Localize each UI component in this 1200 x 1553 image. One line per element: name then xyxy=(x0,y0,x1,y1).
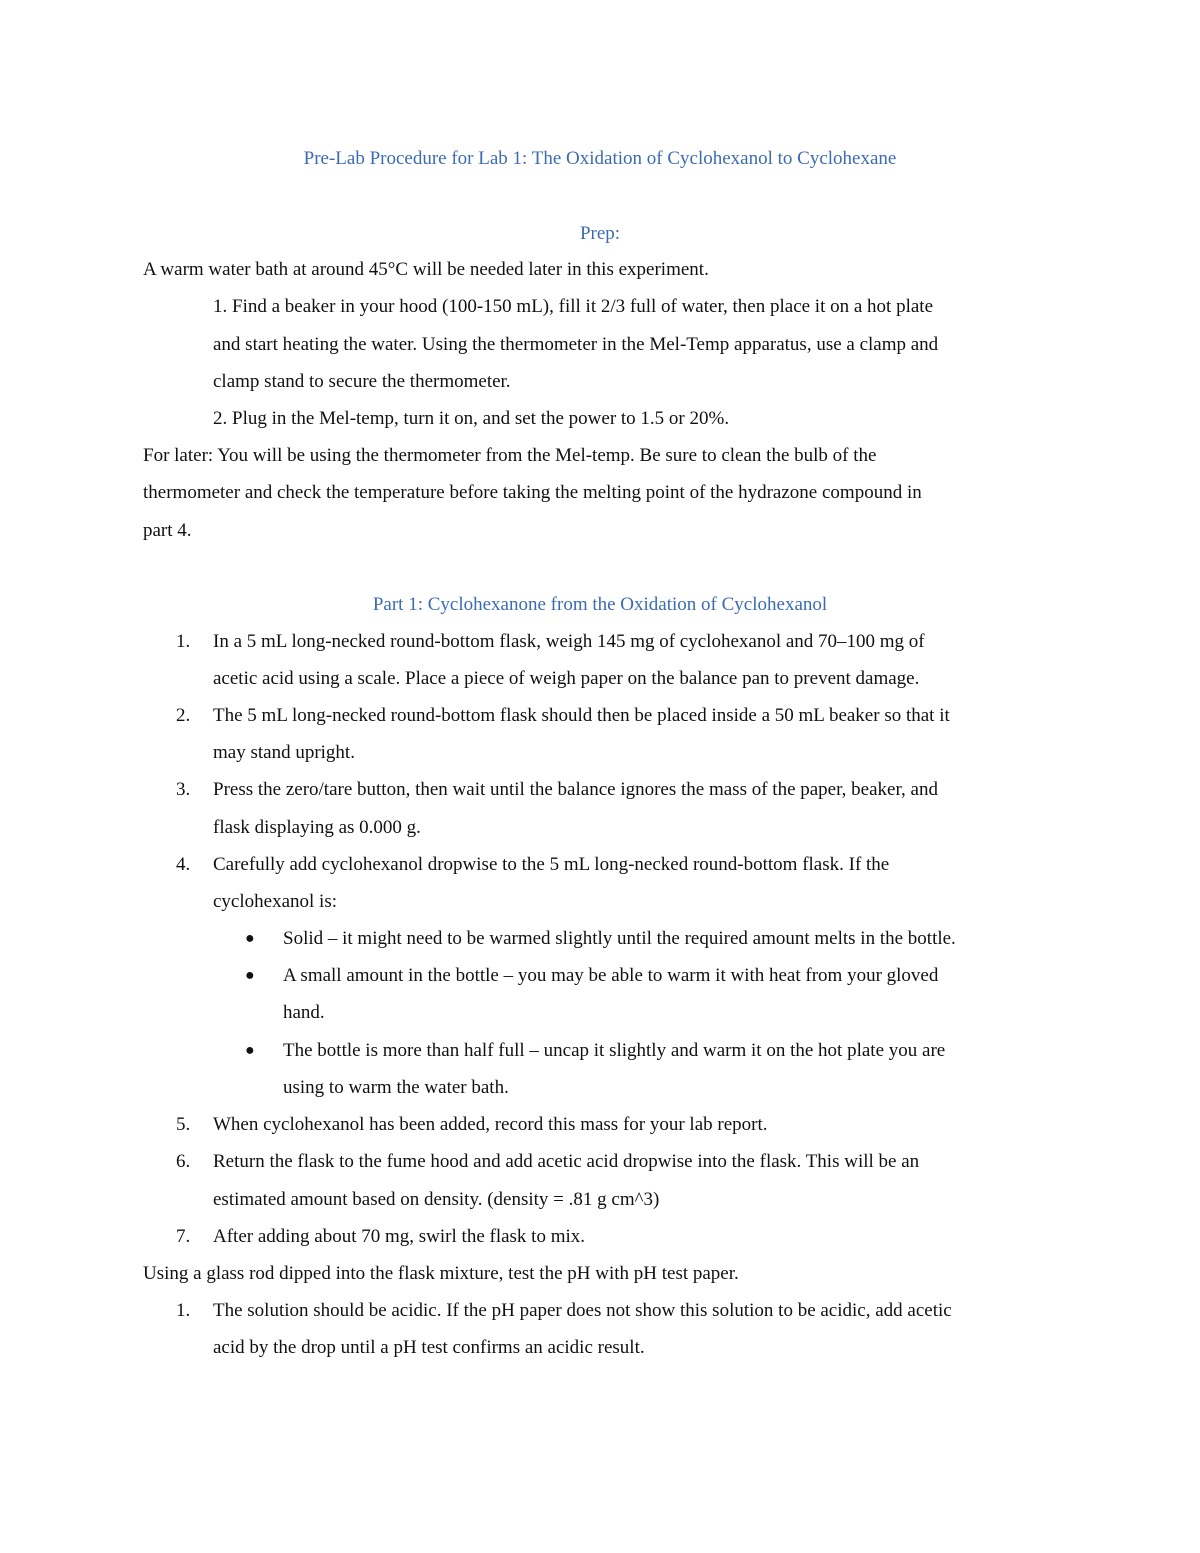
step-5-line1: When cyclohexanol has been added, record this mass for your lab report. xyxy=(213,1114,768,1135)
step-6-line1: Return the flask to the fume hood and add acetic acid dropwise into the flask. This will be an xyxy=(213,1151,920,1172)
bullet-1-line1: Solid – it might need to be warmed slightly until the required amount melts in the bottle. xyxy=(283,928,956,949)
ph-step-1-line1: The solution should be acidic. If the pH paper does not show this solution to be acidic, add acetic xyxy=(213,1300,952,1321)
bullet-icon: ● xyxy=(245,930,255,947)
step-7-line1: After adding about 70 mg, swirl the flask to mix. xyxy=(213,1226,586,1247)
bullet-2-line1: A small amount in the bottle – you may be able to warm it with heat from your gloved xyxy=(283,965,939,986)
ph-intro: Using a glass rod dipped into the flask mixture, test the pH with pH test paper. xyxy=(143,1263,739,1284)
prep-step1-line1: 1. Find a beaker in your hood (100-150 mL), fill it 2/3 full of water, then place it on a hot plate xyxy=(213,296,934,317)
bullet-icon: ● xyxy=(245,967,255,984)
step-6-line2: estimated amount based on density. (density = .81 g cm^3) xyxy=(213,1189,660,1210)
step-2-line1: The 5 mL long-necked round-bottom flask should then be placed inside a 50 mL beaker so that it xyxy=(213,705,950,726)
step-1-line1: In a 5 mL long-necked round-bottom flask, weigh 145 mg of cyclohexanol and 70–100 mg of xyxy=(213,631,925,652)
bullet-icon: ● xyxy=(245,1042,255,1059)
step-number: 6. xyxy=(176,1151,191,1172)
step-3-line1: Press the zero/tare button, then wait until the balance ignores the mass of the paper, beaker, and xyxy=(213,779,938,800)
step-4-line1: Carefully add cyclohexanol dropwise to the 5 mL long-necked round-bottom flask. If the xyxy=(213,854,890,875)
step-1-line2: acetic acid using a scale. Place a piece of weigh paper on the balance pan to prevent damage. xyxy=(213,668,920,689)
step-number: 7. xyxy=(176,1226,191,1247)
prep-later-line1: For later: You will be using the thermometer from the Mel-temp. Be sure to clean the bulb of the xyxy=(143,445,877,466)
bullet-3-line2: using to warm the water bath. xyxy=(283,1077,509,1098)
step-number: 3. xyxy=(176,779,191,800)
prep-step1-line3: clamp stand to secure the thermometer. xyxy=(213,371,511,392)
step-number: 4. xyxy=(176,854,191,875)
step-3-line2: flask displaying as 0.000 g. xyxy=(213,817,421,838)
prep-heading: Prep: xyxy=(579,223,621,244)
part1-heading: Part 1: Cyclohexanone from the Oxidation of Cyclohexanol xyxy=(372,594,828,615)
document-title: Pre-Lab Procedure for Lab 1: The Oxidation of Cyclohexanol to Cyclohexane xyxy=(303,148,897,169)
ph-step-1-line2: acid by the drop until a pH test confirms an acidic result. xyxy=(213,1337,645,1358)
step-number: 5. xyxy=(176,1114,191,1135)
prep-later-line2: thermometer and check the temperature before taking the melting point of the hydrazone compound in xyxy=(143,482,922,503)
step-2-line2: may stand upright. xyxy=(213,742,355,763)
prep-intro: A warm water bath at around 45°C will be needed later in this experiment. xyxy=(143,259,709,280)
prep-step1-line2: and start heating the water. Using the thermometer in the Mel-Temp apparatus, use a clamp and xyxy=(213,334,939,355)
bullet-2-line2: hand. xyxy=(283,1002,325,1023)
bullet-3-line1: The bottle is more than half full – uncap it slightly and warm it on the hot plate you are xyxy=(283,1040,946,1061)
step-number: 2. xyxy=(176,705,191,726)
step-4-line2: cyclohexanol is: xyxy=(213,891,337,912)
prep-step2: 2. Plug in the Mel-temp, turn it on, and set the power to 1.5 or 20%. xyxy=(213,408,730,429)
step-number: 1. xyxy=(176,631,191,652)
prep-later-line3: part 4. xyxy=(143,520,192,541)
step-number: 1. xyxy=(176,1300,191,1321)
